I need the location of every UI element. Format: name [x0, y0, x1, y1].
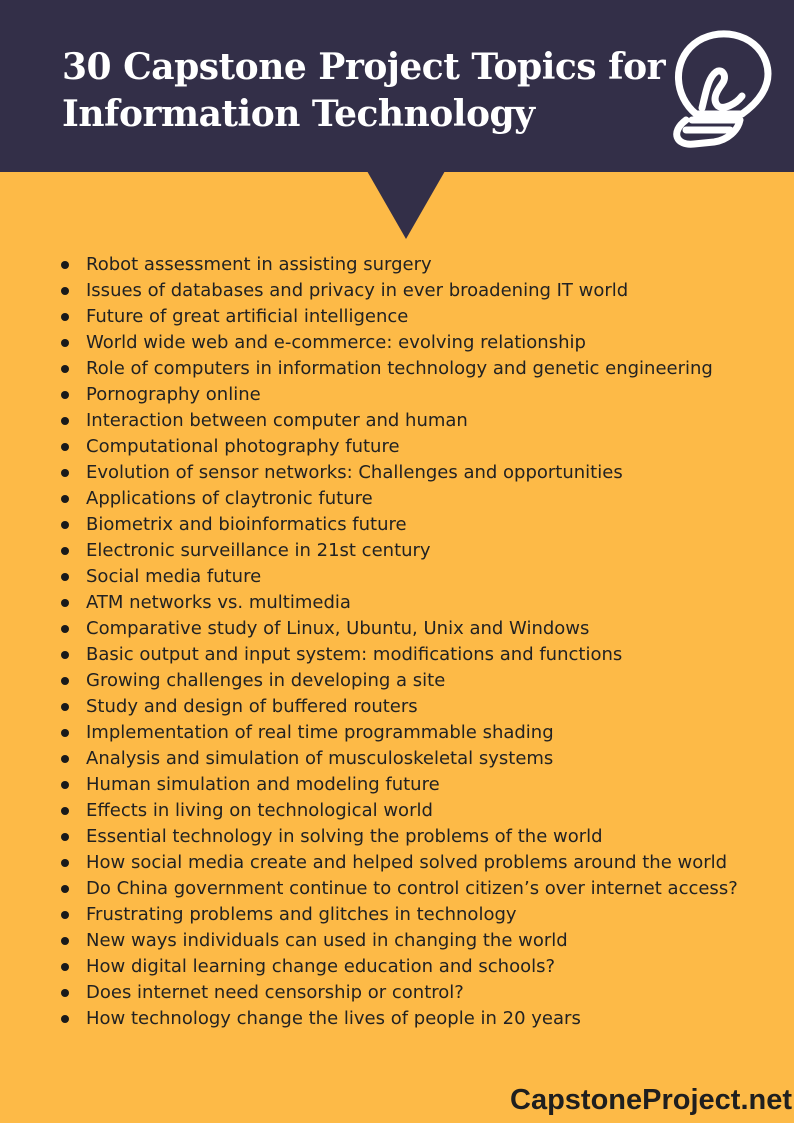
- list-item: Analysis and simulation of musculoskeletal systems: [56, 746, 738, 772]
- list-item: ATM networks vs. multimedia: [56, 590, 738, 616]
- list-item: Study and design of buffered routers: [56, 694, 738, 720]
- list-item: How digital learning change education and schools?: [56, 954, 738, 980]
- header-pointer: [367, 171, 445, 239]
- list-item: Electronic surveillance in 21st century: [56, 538, 738, 564]
- list-item: Issues of databases and privacy in ever broadening IT world: [56, 278, 738, 304]
- page-title-line-1: 30 Capstone Project Topics for: [62, 46, 666, 88]
- list-item: How technology change the lives of people in 20 years: [56, 1006, 738, 1032]
- list-item: Social media future: [56, 564, 738, 590]
- list-item: Role of computers in information technology and genetic engineering: [56, 356, 738, 382]
- list-item: Comparative study of Linux, Ubuntu, Unix and Windows: [56, 616, 738, 642]
- header-banner: [0, 0, 794, 172]
- page-title-line-2: Information Technology: [62, 93, 535, 135]
- list-item: Human simulation and modeling future: [56, 772, 738, 798]
- list-item: Does internet need censorship or control?: [56, 980, 738, 1006]
- list-item: Frustrating problems and glitches in technology: [56, 902, 738, 928]
- list-item: New ways individuals can used in changing the world: [56, 928, 738, 954]
- list-item: Evolution of sensor networks: Challenges and opportunities: [56, 460, 738, 486]
- list-item: Robot assessment in assisting surgery: [56, 252, 738, 278]
- list-item: Basic output and input system: modifications and functions: [56, 642, 738, 668]
- list-item: Biometrix and bioinformatics future: [56, 512, 738, 538]
- page-title: [62, 44, 666, 138]
- list-item: How social media create and helped solved problems around the world: [56, 850, 738, 876]
- list-item: Future of great artificial intelligence: [56, 304, 738, 330]
- topic-list: [56, 252, 738, 1032]
- list-item: Pornography online: [56, 382, 738, 408]
- list-item: Do China government continue to control citizen’s over internet access?: [56, 876, 738, 902]
- list-item: Growing challenges in developing a site: [56, 668, 738, 694]
- list-item: World wide web and e-commerce: evolving relationship: [56, 330, 738, 356]
- list-item: Effects in living on technological world: [56, 798, 738, 824]
- list-item: Essential technology in solving the problems of the world: [56, 824, 738, 850]
- list-item: Computational photography future: [56, 434, 738, 460]
- list-item: Interaction between computer and human: [56, 408, 738, 434]
- list-item: Applications of claytronic future: [56, 486, 738, 512]
- footer-brand: CapstoneProject.net: [510, 1084, 792, 1116]
- lightbulb-icon: [656, 22, 778, 150]
- list-item: Implementation of real time programmable shading: [56, 720, 738, 746]
